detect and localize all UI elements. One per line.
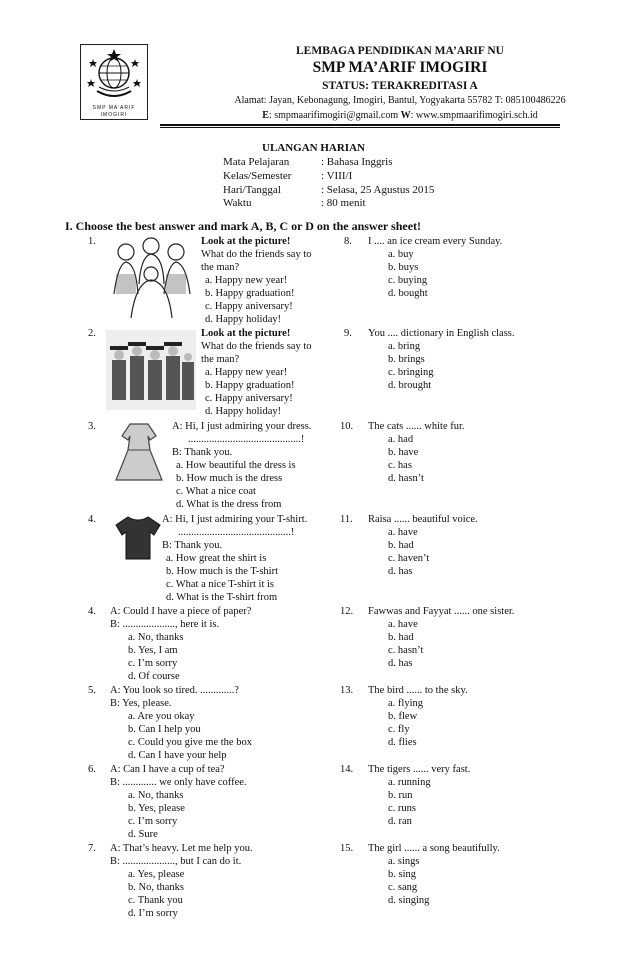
question-number: 9.: [344, 328, 352, 339]
info-value: : Selasa, 25 Agustus 2015: [321, 184, 435, 196]
answer-option: a. buy: [388, 249, 414, 260]
question-number: 4.: [88, 606, 96, 617]
answer-option: a. Yes, please: [128, 869, 185, 880]
web-label: W: [400, 110, 411, 121]
info-value: : VIII/I: [321, 170, 353, 182]
answer-option: b. How much is the T-shirt: [166, 566, 278, 577]
answer-option: b. buys: [388, 262, 419, 273]
answer-option: d. hasn’t: [388, 473, 424, 484]
answer-option: a. Happy new year!: [205, 275, 288, 286]
answer-option: d. I’m sorry: [128, 908, 178, 919]
answer-option: c. bringing: [388, 367, 434, 378]
answer-option: b. flew: [388, 711, 418, 722]
question-line: B: Yes, please.: [110, 698, 172, 709]
answer-option: a. Happy new year!: [205, 367, 288, 378]
celebration-picture-icon: [106, 234, 196, 320]
question-line: What do the friends say to: [201, 341, 312, 352]
dress-picture-icon: [112, 422, 166, 484]
school-address: Alamat: Jayan, Kebonagung, Imogiri, Bantul, Yogyakarta 55782 T: 085100486226: [234, 95, 566, 106]
question-number: 6.: [88, 764, 96, 775]
star-globe-icon: [81, 45, 147, 105]
question-stem: Fawwas and Fayyat ...... one sister.: [368, 606, 515, 617]
question-line: ...........................................!: [188, 434, 305, 445]
logo-text-bottom: IMOGIRI: [100, 112, 128, 118]
question-number: 1.: [88, 236, 96, 247]
question-line: B: Thank you.: [162, 540, 223, 551]
question-number: 10.: [340, 421, 354, 432]
section-instruction: I. Choose the best answer and mark A, B, C or D on the answer sheet!: [65, 219, 422, 233]
answer-option: c. Happy aniversary!: [205, 393, 293, 404]
answer-option: d. Sure: [128, 829, 158, 840]
email-address: : smpmaarifimogiri@gmail.com: [268, 110, 399, 121]
foundation-name: LEMBAGA PENDIDIKAN MA’ARIF NU: [296, 45, 504, 57]
question-stem: The girl ...... a song beautifully.: [368, 843, 500, 854]
answer-option: d. singing: [388, 895, 430, 906]
question-line: A: Hi, I just admiring your T-shirt.: [162, 514, 308, 525]
question-line: A: Hi, I just admiring your dress.: [172, 421, 312, 432]
question-line: A: You look so tired. .............?: [110, 685, 239, 696]
answer-option: c. fly: [388, 724, 410, 735]
answer-option: a. bring: [388, 341, 421, 352]
answer-option: a. No, thanks: [128, 632, 184, 643]
answer-option: d. ran: [388, 816, 412, 827]
question-stem: I .... an ice cream every Sunday.: [368, 236, 503, 247]
question-stem: The tigers ...... very fast.: [368, 764, 471, 775]
tshirt-picture-icon: [114, 515, 162, 561]
question-number: 14.: [340, 764, 354, 775]
answer-option: b. How much is the dress: [176, 473, 283, 484]
answer-option: c. What a nice T-shirt it is: [166, 579, 274, 590]
answer-option: c. I’m sorry: [128, 658, 178, 669]
answer-option: d. Happy holiday!: [205, 314, 282, 325]
answer-option: a. sings: [388, 856, 420, 867]
question-line: A: Can I have a cup of tea?: [110, 764, 225, 775]
answer-option: b. run: [388, 790, 413, 801]
question-line: What do the friends say to: [201, 249, 312, 260]
question-line: B: ............. we only have coffee.: [110, 777, 247, 788]
answer-option: a. have: [388, 527, 418, 538]
answer-option: d. What is the dress from: [176, 499, 282, 510]
question-number: 5.: [88, 685, 96, 696]
answer-option: a. have: [388, 619, 418, 630]
exam-title: ULANGAN HARIAN: [262, 142, 365, 154]
website: : www.smpmaarifimogiri.sch.id: [410, 110, 538, 121]
question-line: the man?: [201, 354, 240, 365]
info-label: Mata Pelajaran: [223, 156, 290, 168]
answer-option: b. Yes, I am: [128, 645, 178, 656]
answer-option: a. Are you okay: [128, 711, 195, 722]
info-label: Kelas/Semester: [223, 170, 292, 182]
contact-line: [160, 110, 639, 121]
answer-option: a. No, thanks: [128, 790, 184, 801]
answer-option: c. has: [388, 460, 412, 471]
answer-option: c. Thank you: [128, 895, 183, 906]
answer-option: b. brings: [388, 354, 425, 365]
answer-option: d. flies: [388, 737, 417, 748]
answer-option: b. sing: [388, 869, 417, 880]
header-rule-thin: [160, 127, 560, 128]
answer-option: b. have: [388, 447, 419, 458]
answer-option: b. Yes, please: [128, 803, 185, 814]
logo-text-top: SMP MA’ARIF: [92, 105, 136, 111]
info-label: Hari/Tanggal: [223, 184, 281, 196]
question-line: B: ...................., but I can do it.: [110, 856, 242, 867]
answer-option: c. Could you give me the box: [128, 737, 252, 748]
answer-option: d. What is the T-shirt from: [166, 592, 278, 603]
answer-option: b. had: [388, 540, 414, 551]
question-stem: You .... dictionary in English class.: [368, 328, 515, 339]
email-label: E: [262, 110, 269, 121]
answer-option: c. What a nice coat: [176, 486, 256, 497]
info-label: Waktu: [223, 197, 252, 209]
question-number: 13.: [340, 685, 354, 696]
school-name: SMP MA’ARIF IMOGIRI: [312, 59, 488, 76]
question-line: B: ...................., here it is.: [110, 619, 220, 630]
answer-option: b. Happy graduation!: [205, 288, 295, 299]
answer-option: c. buying: [388, 275, 428, 286]
answer-option: c. haven’t: [388, 553, 430, 564]
question-number: 15.: [340, 843, 354, 854]
question-stem: Raisa ...... beautiful voice.: [368, 514, 478, 525]
question-number: 3.: [88, 421, 96, 432]
answer-option: a. flying: [388, 698, 423, 709]
answer-option: d. Can I have your help: [128, 750, 227, 761]
answer-option: a. had: [388, 434, 414, 445]
answer-option: d. Of course: [128, 671, 180, 682]
header-rule-thick: [160, 124, 560, 126]
answer-option: b. Can I help you: [128, 724, 201, 735]
answer-option: a. How great the shirt is: [166, 553, 267, 564]
accreditation-status: STATUS: TERAKREDITASI A: [322, 80, 478, 92]
question-line: A: Could I have a piece of paper?: [110, 606, 252, 617]
question-number: 12.: [340, 606, 354, 617]
answer-option: d. has: [388, 658, 413, 669]
answer-option: c. sang: [388, 882, 418, 893]
answer-option: c. hasn’t: [388, 645, 424, 656]
question-line: A: That’s heavy. Let me help you.: [110, 843, 253, 854]
question-number: 8.: [344, 236, 352, 247]
answer-option: c. I’m sorry: [128, 816, 178, 827]
answer-option: b. had: [388, 632, 414, 643]
answer-option: d. brought: [388, 380, 432, 391]
answer-option: a. running: [388, 777, 431, 788]
question-number: 2.: [88, 328, 96, 339]
graduation-picture-icon: [106, 330, 196, 410]
answer-option: c. Happy aniversary!: [205, 301, 293, 312]
answer-option: d. has: [388, 566, 413, 577]
question-stem: The bird ...... to the sky.: [368, 685, 468, 696]
question-stem: The cats ...... white fur.: [368, 421, 465, 432]
question-number: 7.: [88, 843, 96, 854]
answer-option: d. bought: [388, 288, 428, 299]
question-line: Look at the picture!: [201, 236, 291, 247]
answer-option: b. Happy graduation!: [205, 380, 295, 391]
info-value: : Bahasa Inggris: [321, 156, 393, 168]
question-number: 11.: [340, 514, 353, 525]
question-line: B: Thank you.: [172, 447, 233, 458]
question-line: the man?: [201, 262, 240, 273]
info-value: : 80 menit: [321, 197, 366, 209]
question-line: Look at the picture!: [201, 328, 291, 339]
question-number: 4.: [88, 514, 96, 525]
answer-option: d. Happy holiday!: [205, 406, 282, 417]
answer-option: c. runs: [388, 803, 416, 814]
school-logo: [80, 44, 148, 120]
answer-option: b. No, thanks: [128, 882, 184, 893]
question-line: ...........................................!: [178, 527, 295, 538]
answer-option: a. How beautiful the dress is: [176, 460, 296, 471]
